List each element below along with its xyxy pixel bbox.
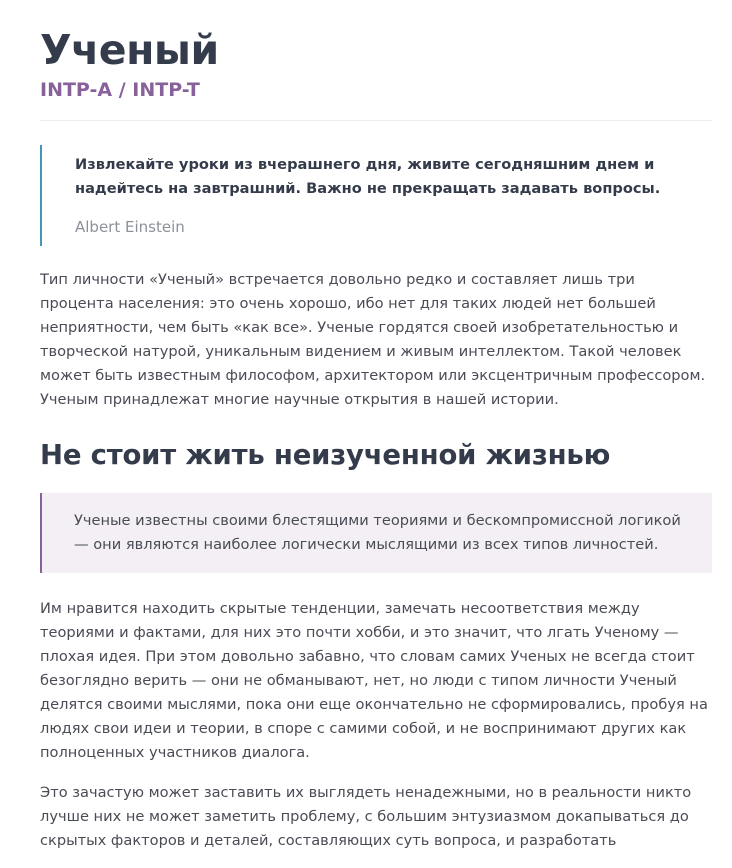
callout-text: Ученые известны своими блестящими теориями и бескомпромиссной логикой — они являются наиболее логически мыслящими из всех типов личностей.: [74, 512, 681, 553]
header-divider: [40, 120, 712, 121]
body-paragraph-2: Это зачастую может заставить их выглядеть ненадежными, но в реальности никто лучше них не может заметить проблему, с большим энтузиазмом докапываться до скрытых факторов и деталей, составляющих суть вопроса, и разработать: [40, 784, 692, 849]
body-paragraph-1: Им нравится находить скрытые тенденции, замечать несоответствия между теориями и фактами, для них это почти хобби, и это значит, что лгать Ученому — плохая идея. При этом довольно забавно, что словам самих Ученых не всегда стоит безоглядно верить — они не обманывают, нет, но люди с типом личности Ученый делятся своими мыслями, пока они еще окончательно не сформировались, пробуя на людях свои идеи и теории, в споре с самими собой, и не воспринимают других как полноценных участников диалога.: [40, 600, 708, 761]
personality-code: INTP-A / INTP-T: [40, 79, 200, 101]
article: [40, 0, 712, 853]
quote-block: [40, 145, 712, 246]
quote-author: Albert Einstein: [75, 218, 185, 236]
page-title: Ученый: [40, 26, 219, 74]
callout-block: [40, 493, 712, 573]
quote-text: Извлекайте уроки из вчерашнего дня, живите сегодняшним днем и надейтесь на завтрашний. Важно не прекращать задавать вопросы.: [75, 156, 661, 197]
intro-paragraph: Тип личности «Ученый» встречается довольно редко и составляет лишь три процента населения: это очень хорошо, ибо нет для таких людей нет большей неприятности, чем быть «как все». Ученые гордятся своей изобретательностью и творческой натурой, уникальным видением и живым интеллектом. Такой человек может быть известным философом, архитектором или эксцентричным профессором. Ученым принадлежат многие научные открытия в нашей истории.: [40, 271, 706, 408]
section-heading: Не стоит жить неизученной жизнью: [40, 439, 611, 471]
